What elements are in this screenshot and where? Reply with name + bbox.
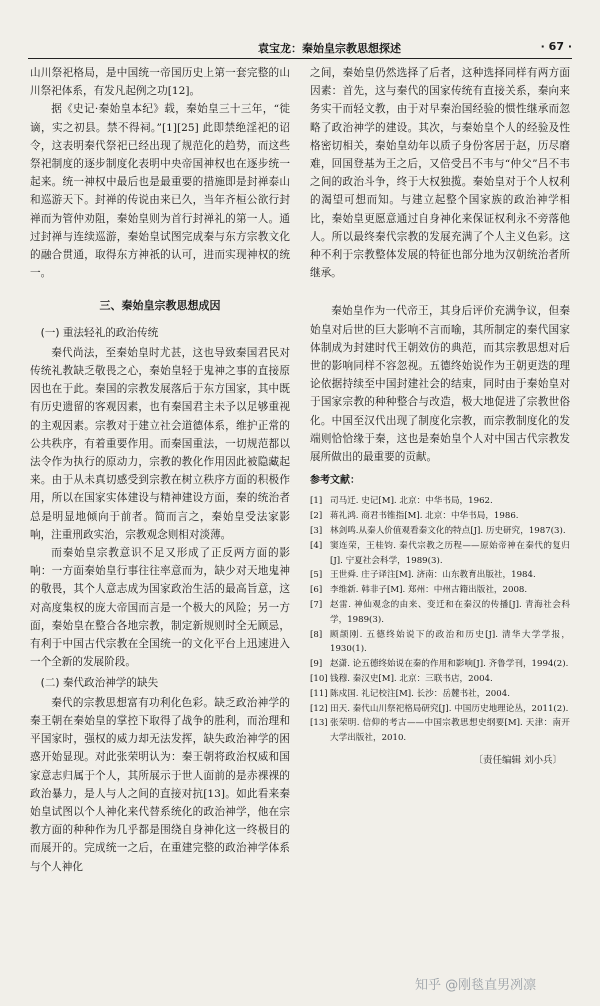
reference-item: [12] 田天. 秦代山川祭祀格局研究[J]. 中国历史地理论丛，2011(2). (310, 703, 569, 714)
reference-item: [5] 王世舜. 庄子译注[M]. 济南：山东教育出版社，1984. (310, 570, 536, 581)
responsible-editor: 〔责任编辑 刘小兵〕 (473, 755, 562, 767)
reference-item: [6] 李维新. 韩非子[M]. 郑州：中州古籍出版社，2008. (310, 585, 528, 596)
subsection-heading: (二) 秦代政治神学的缺失 (40, 676, 159, 689)
header-rule (28, 58, 572, 59)
subsection-heading: (一) 重法轻礼的政治传统 (40, 326, 159, 339)
references-heading: 参考文献： (310, 475, 360, 487)
paragraph: 秦代尚法，至秦始皇时尤甚，这也导致秦国君民对传统礼教缺乏敬畏之心，秦始皇轻于鬼神之事的直接原因也在于此。秦国的宗教发展落后于东方国家，其中既有历史遗留的客观因素，也有秦国君主未予以足够重视的主观因素。宗教对于建立社会道德体系，维护正常的公共秩序，有着重要作用。而秦国重法，一切规范都以法令作为执行的原动力，宗教的教化作用因此被隐藏起来。由于从未真切感受到宗教在树立秩序方面的积极作用，所以在国家实体建设与精神建设方面，秦的统治者总是明显地倾向于前者。简而言之，秦始皇受法家影响，注重刑政实治，宗教观念则相对淡薄。 (30, 346, 290, 541)
reference-list (310, 494, 570, 746)
reference-item: [9] 赵潇. 论五德终始说在秦的作用和影响[J]. 齐鲁学刊，1994(2). (310, 659, 569, 670)
watermark: 知乎 @刚毯直男冽凛 (415, 978, 537, 993)
left-column (30, 64, 290, 876)
running-title: 袁宝龙：秦始皇宗教思想探述 (258, 42, 401, 55)
section-heading: 三、秦始皇宗教思想成因 (99, 299, 221, 313)
running-header (28, 40, 572, 56)
paragraph: 之间，秦始皇仍然选择了后者，这种选择同样有两方面因素：首先，这与秦代的国家传统有直接关系，秦向来务实干而轻文教，由于对早秦治国经验的惯性继承而忽略了政治神学的建设。其次，与秦始皇个人的经验及性格密切相关，秦始皇幼年以质子身份客居于赵，历尽磨难，回国登基为王之后，又倍受吕不韦与“仲父”吕不韦之间的政治斗争，终于大权独揽。秦始皇对于个人权利的渴望可想而知。与建立起整个国家族的政治神学相比，秦始皇更愿意通过自身神化来保证权利永不旁落他人。所以最终秦代宗教的发展充满了个人主义色彩。这种不利于宗教整体发展的特征也部分地为汉朝统治者所继承。 (310, 67, 570, 280)
paragraph: 山川祭祀格局，是中国统一帝国历史上第一套完整的山川祭祀体系，有发凡起例之功[12]。 (30, 67, 290, 98)
right-column (310, 64, 570, 770)
paragraph: 而秦始皇宗教意识不足又形成了正反两方面的影响：一方面秦始皇行事往往率意而为，缺少对天地鬼神的敬畏，其个人意志成为国家政治生活的最高旨意，这对高度集权的庞大帝国而言是一个极大的风险；另一方面，秦始皇在整合各地宗教，制定新规则时全无顾忌，有利于中国古代宗教在全国统一的文化平台上迅速进入一个全新的发展阶段。 (30, 547, 290, 669)
reference-item: [10] 钱穆. 秦汉史[M]. 北京：三联书店，2004. (310, 674, 493, 685)
reference-item: [1] 司马迁. 史记[M]. 北京：中华书局，1962. (310, 496, 493, 507)
paragraph: 秦始皇作为一代帝王，其身后评价充满争议，但秦始皇对后世的巨大影响不言而喻，其所制定的秦代国家体制成为封建时代王朝效仿的典范，而其宗教思想对后世的影响同样不容忽视。五德终始说作为王朝更迭的理论依据持续至中国封建社会的结束，同时由于秦始皇对于国家宗教的种种整合与改造，极大地促进了宗教世俗化。中国至汉代出现了制度化宗教，而宗教制度化的发端则恰恰缘于秦，这也是秦始皇个人对中国古代宗教发展所做出的最重要的贡献。 (310, 305, 570, 464)
reference-item: [11] 陈戍国. 礼记校注[M]. 长沙：岳麓书社，2004. (310, 688, 510, 699)
reference-item: [4] 窦连荣，王桂钧. 秦代宗教之历程——原始帝神在秦代的复归[J]. 宁夏社会科学，1989(3). (310, 540, 570, 566)
reference-item: [7] 赵雷. 神仙观念的由来、变迁和在秦汉的传播[J]. 青海社会科学，1989(3). (310, 600, 570, 625)
reference-item: [3] 林剑鸣.从秦人价值观看秦文化的特点[J]. 历史研究，1987(3). (310, 526, 566, 537)
paragraph: 秦代的宗教思想富有功利化色彩。缺乏政治神学的秦王朝在秦始皇的掌控下取得了战争的胜利，而治理和平国家时，强权的威力却无法发挥，缺失政治神学的困惑开始显现。对此张荣明认为：秦王朝将政治权威和国家意志归属于个人，其所展示于世人面前的是赤裸裸的政治暴力，是人与人之间的直接对抗[13]。如此看来秦始皇试图以个人神化来代替系统化的政治神学，他在宗教方面的种种作为几乎都是围绕自身神化这一终极目的而展开的。完成统一之后，在重建完整的政治神学体系与个人神化 (30, 696, 290, 873)
reference-item: [2] 蒋礼鸿. 商君书锥指[M]. 北京：中华书局，1986. (310, 511, 519, 522)
reference-item: [8] 顾颉刚. 五德终始说下的政治和历史[J]. 清华大学学报，1930(1). (310, 629, 570, 655)
paragraph: 据《史记·秦始皇本纪》载，秦始皇三十三年，“徙谪，实之初县。禁不得祠。”[1][25] 此即禁绝淫祀的诏令，这表明秦代祭祀已经出现了规范化的趋势，而这些祭祀制度的逐步制度化表明中央帝国神权也在逐步统一起来。统一神权中最后也是最重要的措施即是封禅泰山和巡游天下。封禅的传说由来已久，当年齐桓公欲行封禅而为管仲劝阻，秦始皇则为首行封禅礼的第一人。通过封禅与连续巡游，秦始皇试图完成秦与东方宗教文化的融合贯通，取得东方神祇的认可，进而实现神权的统一。 (30, 103, 290, 280)
page-number: · 67 · (540, 40, 572, 53)
reference-item: [13] 张荣明. 信仰的考古——中国宗教思想史纲要[M]. 天津：南开大学出版社，2010. (310, 718, 570, 744)
